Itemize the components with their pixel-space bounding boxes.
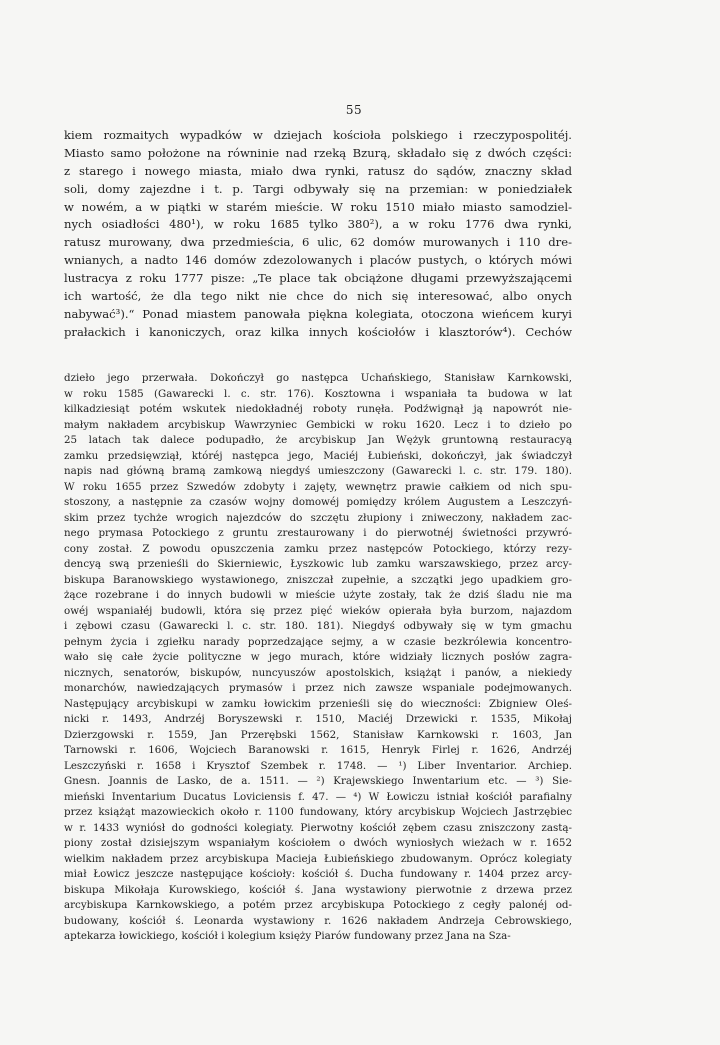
footnote-line: budowany, kościół ś. Leonarda wystawiony r. 1626 nakładem Andrzeja Cebrowskiego, bbox=[64, 914, 572, 927]
footnote-line: zamku przedsięwziął, któréj następca jego, Maciéj Łubieński, dokończył, jak świadczył bbox=[64, 449, 572, 462]
footnote-line: w roku 1585 (Gawarecki l. c. str. 176). Kosztowna i wspaniała ta budowa w lat bbox=[64, 387, 572, 400]
main-text-line: Miasto samo położone na równinie nad rzeką Bzurą, składało się z dwóch części: bbox=[64, 145, 572, 160]
main-text-line: soli, domy zajezdne i t. p. Targi odbywały się na przemian: w poniedziałek bbox=[64, 181, 572, 196]
main-text-block bbox=[64, 127, 572, 342]
footnote-line: aptekarza łowickiego, kościół i kolegium księży Piarów fundowany przez Jana na Sza- bbox=[64, 930, 511, 942]
footnote-line: mieński Inventarium Ducatus Loviciensis f. 47. — ⁴) W Łowiczu istniał kościół parafialny bbox=[64, 790, 572, 803]
footnote-line: przez książąt mazowieckich około r. 1100 fundowany, który arcybiskup Wojciech Jastrzębiec bbox=[64, 806, 572, 818]
main-text-line: ratusz murowany, dwa przedmieścia, 6 ulic, 62 domów murowanych i 110 dre- bbox=[64, 235, 572, 250]
footnote-line: w r. 1433 wyniósł do godności kolegiaty. Pierwotny kościół zębem czasu zniszczony zastą- bbox=[64, 821, 572, 834]
footnote-line: żące rozebrane i do innych budowli w mieście użyte zostały, tak że dziś śladu nie ma bbox=[64, 589, 572, 601]
footnote-line: wało się całe życie polityczne w jego murach, które widziały licznych posłów zagra- bbox=[64, 651, 572, 663]
footnote-line: Następujący arcybiskupi w zamku łowickim przenieśli się do wieczności: Zbigniew Oleś- bbox=[64, 697, 572, 710]
footnote-line: skim przez tychże wrogich najezdców do szczętu złupiony i zniweczony, nakładem zac- bbox=[64, 511, 572, 524]
main-text-line: z starego i nowego miasta, miało dwa rynki, ratusz do sądów, znaczny skład bbox=[64, 163, 572, 178]
main-text-line: w nowém, a w piątki w starém mieście. W roku 1510 miało miasto samodziel- bbox=[64, 199, 572, 214]
footnote-line: piony został dzisiejszym wspaniałym kościołem o dwóch wyniosłych wieżach w r. 1652 bbox=[64, 837, 572, 849]
footnote-line: nicznych, senatorów, biskupów, nuncyuszów apostolskich, książąt i panów, a niekiedy bbox=[64, 666, 572, 679]
footnote-line: stoszony, a następnie za czasów wojny domowéj pomiędzy królem Augustem a Leszczyń- bbox=[64, 496, 572, 508]
footnote-line: cony został. Z powodu opuszczenia zamku przez następców Potockiego, którzy rezy- bbox=[64, 542, 572, 555]
footnote-line: 25 latach tak dalece podupadło, że arcybiskup Jan Wężyk gruntowną restauracyą bbox=[64, 434, 572, 446]
main-text-line: prałackich i kanoniczych, oraz kilka innych kościołów i klasztorów⁴). Cechów bbox=[64, 324, 572, 339]
main-text-line: wnianych, a nadto 146 domów zdezolowanych i placów pustych, o których mówi bbox=[64, 253, 572, 268]
footnote-line: napis nad główną bramą zamkową niegdyś umieszczony (Gawarecki l. c. str. 179. 180). bbox=[64, 465, 572, 477]
page-number: 55 bbox=[345, 103, 363, 117]
footnote-line: wielkim nakładem przez arcybiskupa Macieja Łubieńskiego zbudowanym. Oprócz kolegiaty bbox=[64, 852, 572, 865]
footnote-line: pełnym życia i zgiełku narady poprzedzające sejmy, a w czasie bezkrólewia koncentro- bbox=[64, 635, 572, 648]
footnote-line: owéj wspaniałéj budowli, która się przez pięć wieków opierała była burzom, najazdom bbox=[64, 604, 572, 617]
footnote-line: Gnesn. Joannis de Lasko, de a. 1511. — ²) Krajewskiego Inwentarium etc. — ³) Sie- bbox=[64, 775, 572, 787]
footnote-line: Dzierzgowski r. 1559, Jan Przerębski 1562, Stanisław Karnkowski r. 1603, Jan bbox=[64, 728, 572, 741]
footnote-line: biskupa Baranowskiego wystawionego, zniszczał zupełnie, a szczątki jego upadkiem gro- bbox=[64, 573, 572, 586]
main-text-line: nych osiadłości 480¹), w roku 1685 tylko 380²), a w roku 1776 dwa rynki, bbox=[64, 217, 572, 232]
footnote-line: dencyą swą przenieśli do Skierniewic, Łyszkowic lub zamku warszawskiego, przez arcy- bbox=[64, 558, 572, 570]
main-text-line: ich wartość, że dla tego nikt nie chce do nich się interesować, albo onych bbox=[64, 289, 572, 304]
footnote-line: biskupa Mikołaja Kurowskiego, kościół ś. Jana wystawiony pierwotnie z drzewa przez bbox=[64, 883, 572, 896]
footnote-block bbox=[64, 371, 572, 945]
footnote-line: Tarnowski r. 1606, Wojciech Baranowski r. 1615, Henryk Firlej r. 1626, Andrzéj bbox=[64, 744, 572, 756]
footnote-line: monarchów, nawiedzających prymasów i przez nich zawsze wspaniale podejmowanych. bbox=[64, 682, 572, 694]
main-text-line: nabywać³).“ Ponad miastem panowała piękna kolegiata, otoczona wieńcem kuryi bbox=[64, 306, 572, 321]
footnote-line: nego prymasa Potockiego z gruntu zrestaurowany i do pierwotnéj świetności przywró- bbox=[64, 527, 572, 539]
footnote-line: Leszczyński r. 1658 i Krysztof Szembek r. 1748. — ¹) Liber Inventarior. Archiep. bbox=[64, 759, 572, 772]
footnote-line: małym nakładem arcybiskup Wawrzyniec Gembicki w roku 1620. Lecz i to dzieło po bbox=[64, 418, 572, 431]
footnote-line: W roku 1655 przez Szwedów zdobyty i zajęty, wewnętrz prawie całkiem od nich spu- bbox=[64, 480, 572, 493]
footnote-line: dzieło jego przerwała. Dokończył go następca Uchańskiego, Stanisław Karnkowski, bbox=[64, 372, 572, 384]
footnote-line: kilkadziesiąt potém wskutek niedokładnéj roboty runęła. Podźwignął ją napowrót nie- bbox=[64, 403, 572, 415]
footnote-line: nicki r. 1493, Andrzéj Boryszewski r. 1510, Maciéj Drzewicki r. 1535, Mikołaj bbox=[64, 713, 572, 725]
main-text-line: lustracya z roku 1777 pisze: „Te place tak obciążone długami przewyższającemi bbox=[64, 271, 572, 286]
footnote-line: arcybiskupa Karnkowskiego, a potém przez arcybiskupa Potockiego z cegły palonéj od- bbox=[64, 899, 572, 911]
main-text-line: kiem rozmaitych wypadków w dziejach kościoła polskiego i rzeczypospolitéj. bbox=[64, 128, 572, 142]
footnote-line: i zębowi czasu (Gawarecki l. c. str. 180. 181). Niegdyś odbywały się w tym gmachu bbox=[64, 620, 572, 632]
footnote-line: miał Łowicz jeszcze następujące kościoły: kościół ś. Ducha fundowany r. 1404 przez arcy- bbox=[64, 868, 572, 880]
